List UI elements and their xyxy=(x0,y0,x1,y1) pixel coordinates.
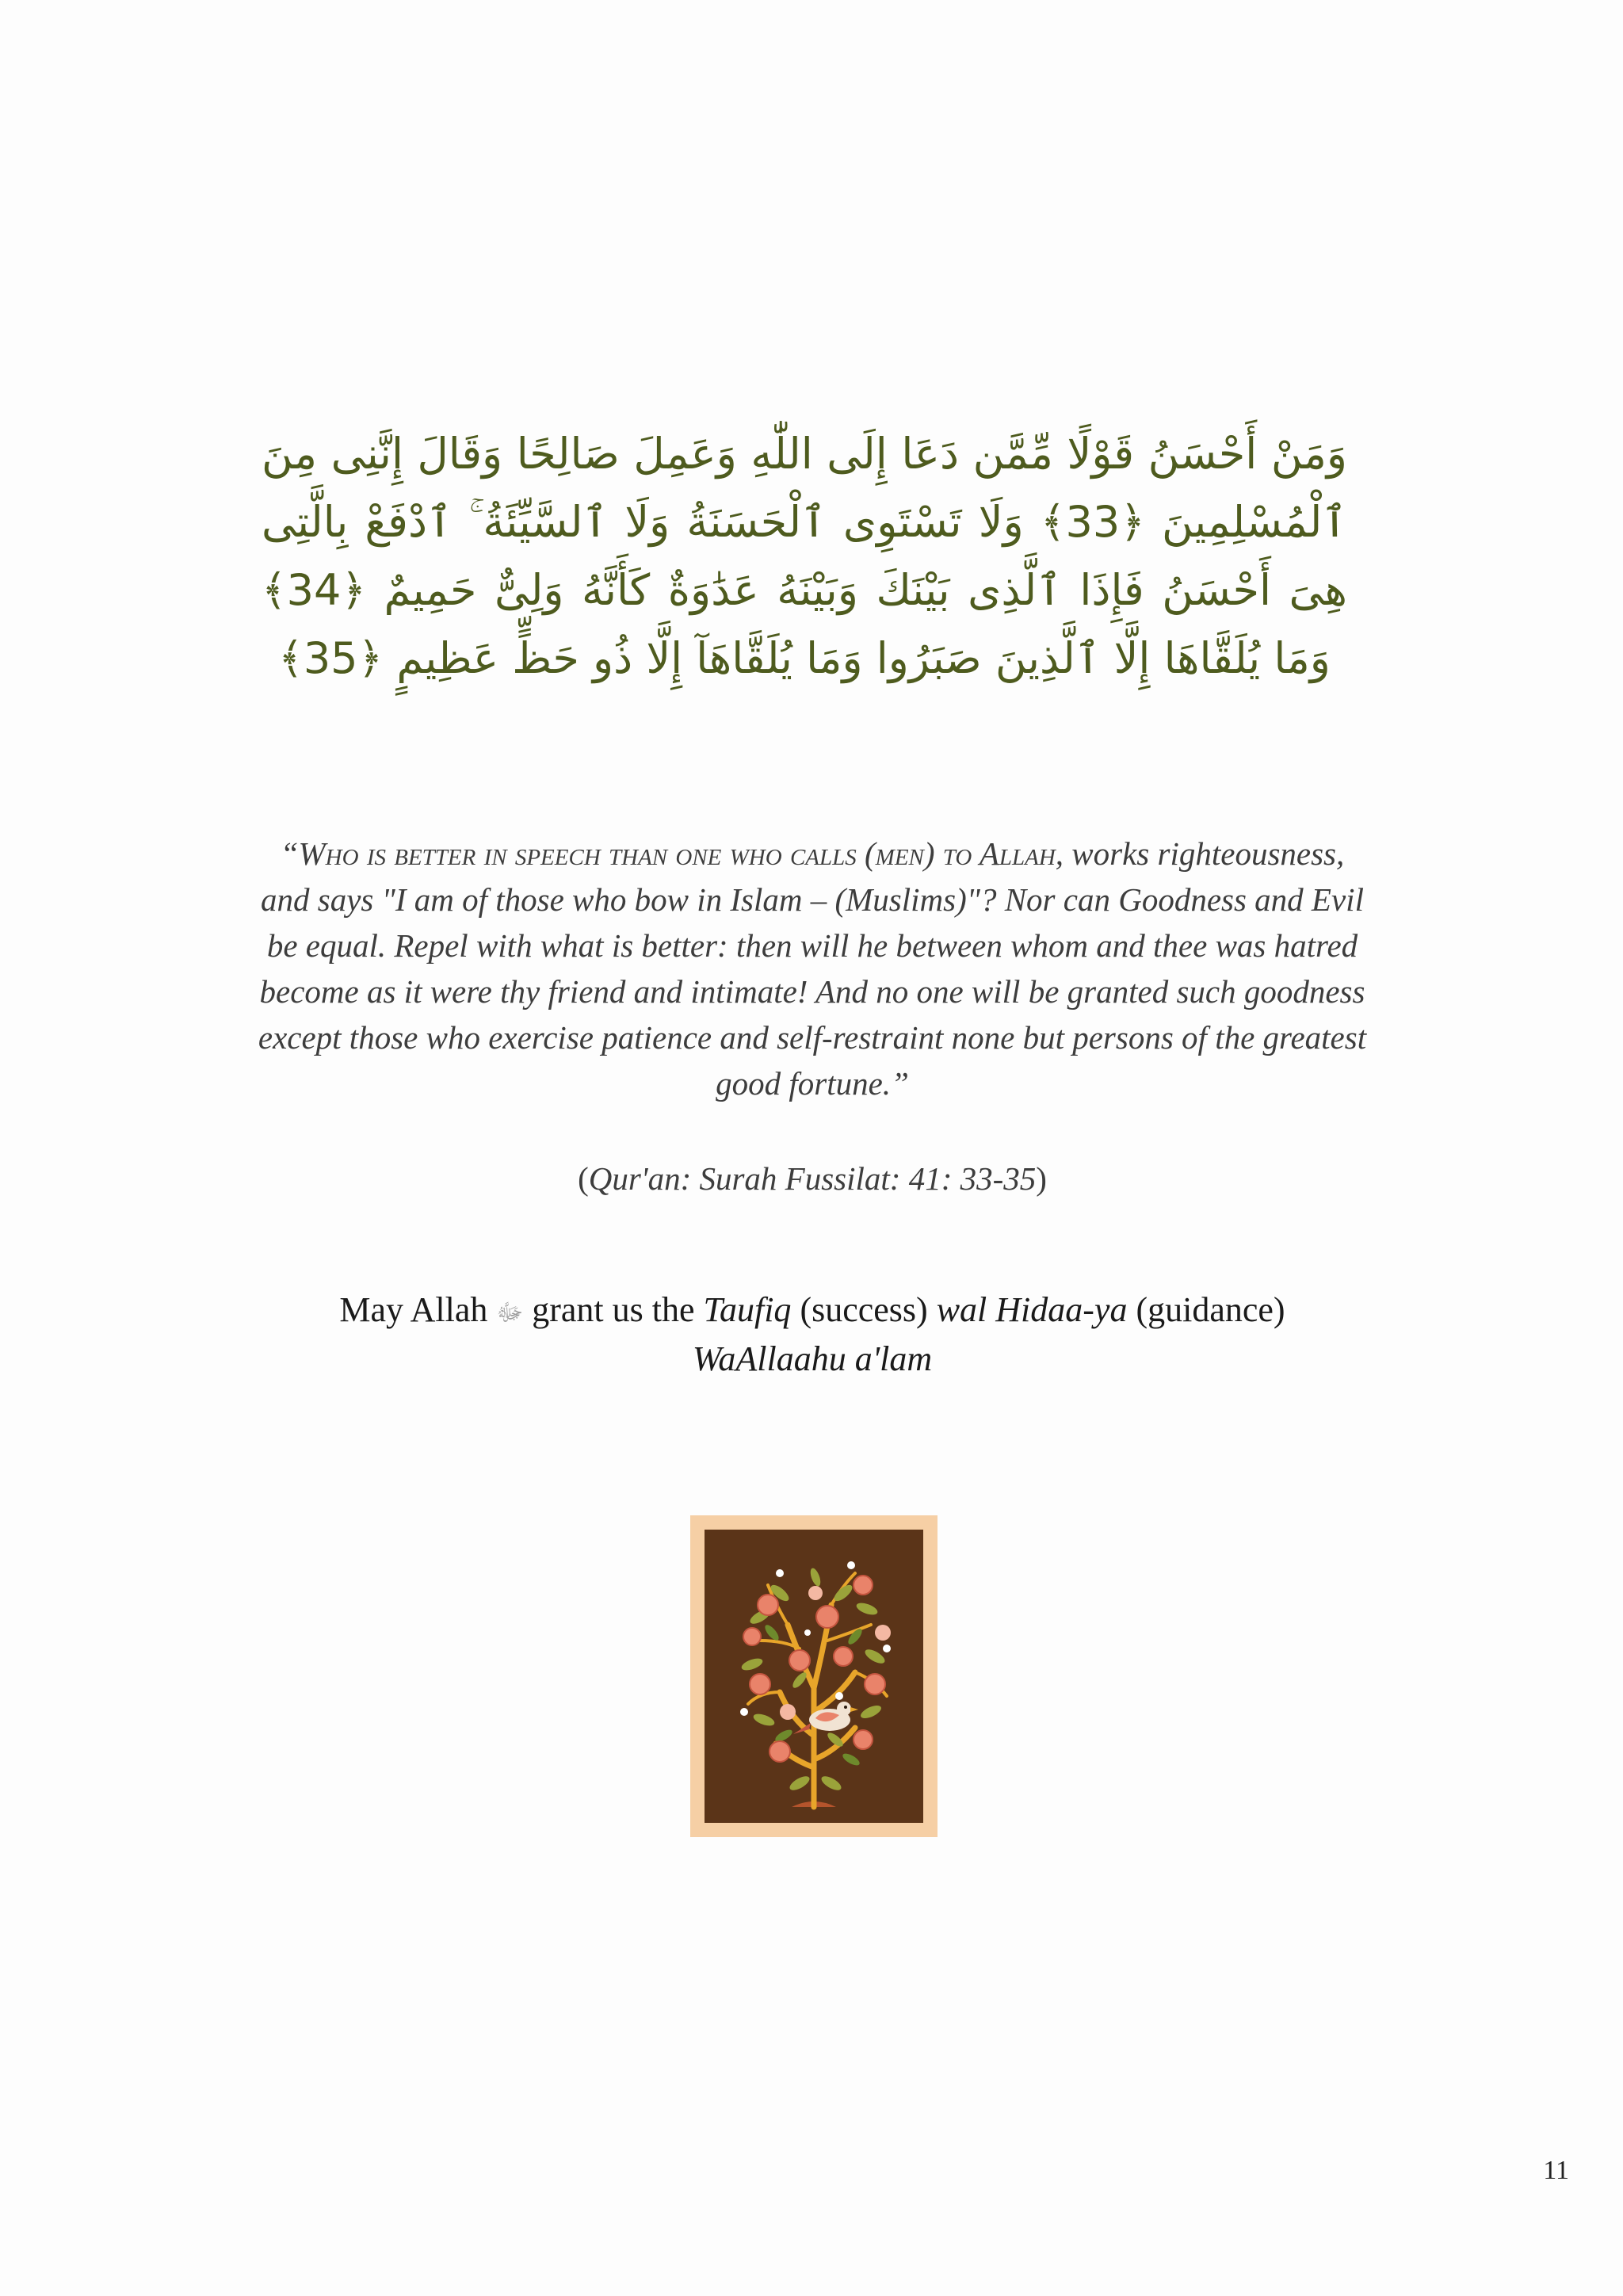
closing-prayer xyxy=(238,1287,1387,1382)
citation-open-paren: ( xyxy=(578,1160,589,1197)
closing-part-3: (success) xyxy=(791,1290,937,1329)
verse-translation xyxy=(254,831,1371,1106)
closing-part-2: grant us the xyxy=(523,1290,704,1329)
closing-part-1: May Allah xyxy=(339,1290,488,1329)
closing-part-4: (guidance) xyxy=(1127,1290,1285,1329)
tree-art-svg xyxy=(705,1530,923,1823)
closing-hidaaya: wal Hidaa-ya xyxy=(936,1290,1128,1329)
tree-illustration-frame xyxy=(690,1515,938,1837)
translation-small-caps: Who is better in speech than one who calls (men) to Allah, xyxy=(298,835,1064,872)
closing-taufiq: Taufiq xyxy=(703,1290,792,1329)
translation-body: works righteousness, and says "I am of those who bow in Islam – (Muslims)"? Nor can Goodness and Evil be equal. Repel with what is better: then will he between whom and thee was hatred become as it were thy friend and intimate! And no one will be granted such goodness except those who exercise patience and self-restraint none but persons of the greatest good fortune. xyxy=(258,835,1367,1102)
closing-line-1 xyxy=(238,1287,1387,1336)
closing-waallaahu: WaAllaahu a'lam xyxy=(692,1339,933,1378)
citation-close-paren: ) xyxy=(1036,1160,1047,1197)
honorific-glyph: ﷻ xyxy=(496,1298,524,1327)
translation-open-quote: “ xyxy=(280,835,299,872)
closing-line-2 xyxy=(238,1336,1387,1382)
verse-citation xyxy=(254,1156,1371,1201)
citation-text: Qur'an: Surah Fussilat: 41: 33-35 xyxy=(588,1160,1037,1197)
translation-close-quote: ” xyxy=(891,1065,909,1102)
page-number: 11 xyxy=(1543,2156,1569,2185)
quran-verse-arabic: وَمَنْ أَحْسَنُ قَوْلًا مِّمَّن دَعَا إِلَى اللّٰهِ وَعَمِلَ صَالِحًا وَقَالَ إِنَّنِى مِنَ ٱلْمُسْلِمِينَ ﴿33﴾ وَلَا تَسْتَوِى ٱلْحَسَنَةُ وَلَا ٱلسَّيِّئَةُ ۚ ٱدْفَعْ بِالَّتِى هِىَ أَحْسَنُ فَإِذَا ٱلَّذِى بَيْنَكَ وَبَيْنَهُ عَدَٰوَةٌ كَأَنَّهُ وَلِىٌّ حَمِيمٌ ﴿34﴾ وَمَا يُلَقَّاهَا إِلَّا ٱلَّذِينَ صَبَرُوا وَمَا يُلَقَّاهَآ إِلَّا ذُو حَظٍّ عَظِيمٍ ﴿35﴾ xyxy=(262,429,1347,683)
tree-illustration xyxy=(705,1530,923,1823)
